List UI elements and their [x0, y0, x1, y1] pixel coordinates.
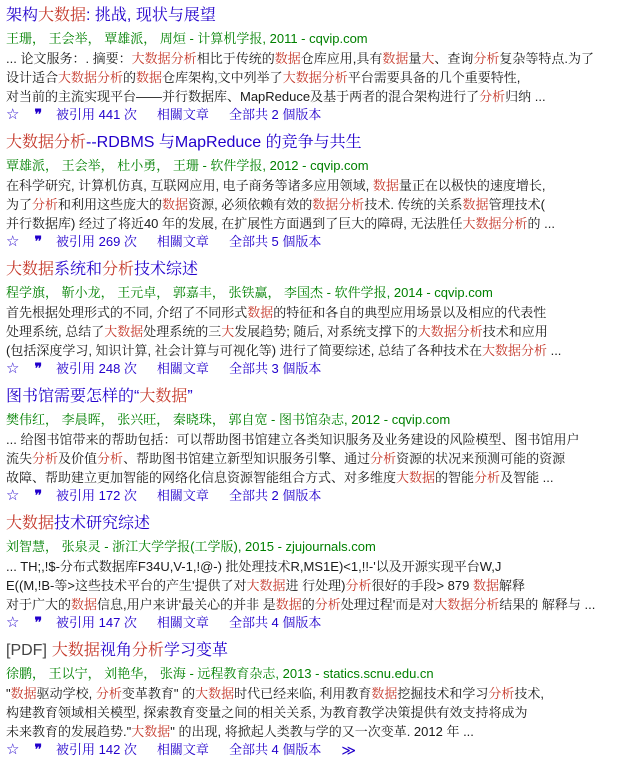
snippet-text: 数据 — [462, 197, 489, 212]
snippet-text: 首先根据处理形式的不同, 介绍了不同形式 — [6, 305, 248, 320]
snippet-text: 变革教育" 的 — [121, 686, 196, 701]
snippet-text: 挖掘技术和学习 — [397, 686, 489, 701]
title-text: 学习变革 — [163, 642, 228, 659]
result-snippet — [6, 430, 629, 487]
snippet-text: 技术和应用 — [482, 324, 548, 339]
result-snippet — [6, 684, 629, 741]
snippet-text: 数据 — [71, 597, 98, 612]
snippet-text: 分析 — [314, 597, 341, 612]
snippet-line — [6, 703, 629, 722]
result-actions — [6, 360, 629, 378]
result-byline: 程学旗， 靳小龙， 王元卓， 郭嘉丰， 张铁赢， 李国杰 - 软件学报, 2014 - cqvip.com — [6, 285, 493, 300]
title-text: 大数据 — [51, 642, 100, 659]
snippet-text: 数据 — [10, 686, 37, 701]
cited-by-link[interactable]: 被引用 142 次 — [56, 742, 137, 757]
result-title-link[interactable] — [6, 515, 150, 532]
snippet-line — [6, 49, 629, 68]
snippet-text: 平台需要具备的几个重要特性, — [347, 70, 521, 85]
snippet-text: 大数据 — [246, 578, 286, 593]
search-result — [6, 6, 629, 124]
title-text: 视角 — [99, 642, 132, 659]
result-actions — [6, 233, 629, 251]
snippet-text: E((M,!B-等>这些技术平台的产生'提供了对 — [6, 578, 247, 593]
result-title — [6, 514, 629, 534]
snippet-text: 分析 — [95, 686, 122, 701]
snippet-text: 数据 — [275, 597, 302, 612]
all-versions-link[interactable]: 全部共 4 個版本 — [228, 742, 322, 757]
snippet-text: 时代已经来临, 利用教育 — [234, 686, 372, 701]
search-result — [6, 387, 629, 505]
title-text: ” — [187, 388, 193, 405]
save-star-icon[interactable]: ☆ — [6, 741, 20, 758]
related-articles-link[interactable]: 相關文章 — [156, 234, 209, 249]
snippet-text: 大数据分析 — [131, 51, 197, 66]
search-result — [6, 260, 629, 378]
snippet-text: 资源的状况来预测可能的资源 — [396, 451, 566, 466]
snippet-text: 归纳 ... — [505, 89, 546, 104]
snippet-line — [6, 303, 629, 322]
snippet-text: 的智能 — [435, 470, 475, 485]
snippet-line — [6, 214, 629, 233]
title-text: 分析 — [131, 642, 164, 659]
snippet-text: 大数据 — [195, 686, 235, 701]
snippet-text: 解释 — [498, 578, 525, 593]
snippet-text: 及智能 ... — [500, 470, 554, 485]
snippet-text: 数据 — [274, 51, 301, 66]
snippet-text: 大数据分析 — [434, 597, 500, 612]
snippet-text: 及价值 — [58, 451, 98, 466]
snippet-text: 量 — [408, 51, 422, 66]
snippet-text: 量正在以极快的速度增长, — [398, 178, 546, 193]
snippet-text: 管理技术( — [488, 197, 545, 212]
snippet-text: 技术, — [514, 686, 545, 701]
title-text: 大数据 — [6, 261, 55, 278]
result-byline: 覃雄派， 王会举， 杜小勇， 王珊 - 软件学报, 2012 - cqvip.com — [6, 158, 369, 173]
result-snippet — [6, 557, 629, 614]
snippet-text: 分析 — [32, 451, 59, 466]
snippet-text: 设计适合 — [6, 70, 59, 85]
snippet-text: 故障、帮助建立更加智能的网络化信息资源智能组合方式、对多维度 — [6, 470, 397, 485]
cite-quote-icon[interactable]: ❞ — [34, 361, 43, 377]
title-text: 技术综述 — [134, 261, 199, 278]
cited-by-link[interactable]: 被引用 248 次 — [56, 361, 137, 376]
snippet-text: (包括深度学习, 知识计算, 社会计算与可视化等) 进行了简要综述, 总结了各种技术在 — [6, 343, 482, 358]
snippet-text: 分析 — [474, 470, 501, 485]
snippet-text: 为了 — [6, 197, 33, 212]
snippet-text: 发展趋势; 随后, 对系统支撑下的 — [234, 324, 418, 339]
snippet-text: 大数据 — [104, 324, 144, 339]
snippet-text: 大数据分析 — [282, 70, 348, 85]
search-result — [6, 133, 629, 251]
title-text: 图书馆需要怎样的“ — [6, 388, 140, 405]
result-title-link[interactable] — [6, 7, 216, 24]
result-byline: 徐鹏， 王以宁， 刘艳华， 张海 - 远程教育杂志, 2013 - statics.scnu.edu.cn — [6, 666, 434, 681]
snippet-text: 分析 — [473, 51, 500, 66]
snippet-text: 信息,用户来讲'最关心的并非 是 — [97, 597, 276, 612]
snippet-text: 的特征和各自的典型应用场景以及相应的代表性 — [273, 305, 547, 320]
snippet-text: 进 行处理) — [285, 578, 346, 593]
snippet-line — [6, 449, 629, 468]
save-star-icon[interactable]: ☆ — [6, 614, 20, 631]
pdf-badge: [PDF] — [6, 642, 47, 659]
all-versions-link[interactable]: 全部共 4 個版本 — [228, 615, 322, 630]
cite-quote-icon[interactable]: ❞ — [34, 742, 43, 758]
snippet-line — [6, 341, 629, 360]
title-text: 大数据 — [139, 388, 188, 405]
snippet-text: 相比于传统的 — [196, 51, 275, 66]
title-text: 大数据 — [6, 515, 55, 532]
snippet-text: ... — [546, 343, 562, 358]
cite-quote-icon[interactable]: ❞ — [34, 234, 43, 250]
snippet-text: 大数据分析 — [58, 70, 124, 85]
snippet-text: 对当前的主流实现平台——并行数据库、MapReduce及基于两者的混合架构进行了 — [6, 89, 480, 104]
cited-by-link[interactable]: 被引用 441 次 — [56, 107, 137, 122]
result-title — [6, 133, 629, 153]
snippet-text: 数据 — [382, 51, 409, 66]
snippet-line — [6, 176, 629, 195]
snippet-text: 和利用这些庞大的 — [58, 197, 163, 212]
snippet-text: 在科学研究, 计算机仿真, 互联网应用, 电子商务等诸多应用领域, — [6, 178, 373, 193]
related-articles-link[interactable]: 相關文章 — [156, 361, 209, 376]
result-byline: 樊伟红， 李晨晖， 张兴旺， 秦晓珠， 郭自宽 - 图书馆杂志, 2012 - cqvip.com — [6, 412, 451, 427]
snippet-text: 数据 — [371, 686, 398, 701]
snippet-text: 数据分析 — [312, 197, 365, 212]
related-articles-link[interactable]: 相關文章 — [156, 488, 209, 503]
snippet-text: 分析 — [370, 451, 397, 466]
snippet-text: 分析 — [97, 451, 124, 466]
result-snippet — [6, 49, 629, 106]
title-text: 技术研究综述 — [54, 515, 151, 532]
snippet-text: 分析 — [345, 578, 372, 593]
title-text: 架构 — [6, 7, 39, 24]
snippet-text: 数据 — [162, 197, 189, 212]
save-star-icon[interactable]: ☆ — [6, 487, 20, 504]
snippet-text: 数据 — [136, 70, 163, 85]
result-title — [6, 387, 629, 407]
snippet-text: 对于广大的 — [6, 597, 72, 612]
snippet-text: 很好的手段> 879 — [371, 578, 473, 593]
title-text: : 挑战, 现状与展望 — [86, 7, 216, 24]
related-articles-link[interactable]: 相關文章 — [156, 107, 209, 122]
result-title — [6, 260, 629, 280]
snippet-text: 构建教育领域相关模型, 探索教育变量之间的相关关系, 为教育教学决策提供有效支持将成为 — [6, 705, 528, 720]
snippet-text: 大数据 — [396, 470, 436, 485]
snippet-line — [6, 195, 629, 214]
search-result — [6, 641, 629, 759]
snippet-text: 大 — [221, 324, 235, 339]
snippet-text: 大数据分析 — [462, 216, 528, 231]
cite-quote-icon[interactable]: ❞ — [34, 615, 43, 631]
result-byline: 刘智慧， 张泉灵 - 浙江大学学报(工学版), 2015 - zjujournals.com — [6, 539, 376, 554]
snippet-text: 处理系统, 总结了 — [6, 324, 105, 339]
cited-by-link[interactable]: 被引用 147 次 — [56, 615, 137, 630]
result-title-link[interactable] — [6, 642, 228, 659]
result-snippet — [6, 303, 629, 360]
title-text: 系统和 — [54, 261, 103, 278]
all-versions-link[interactable]: 全部共 2 個版本 — [228, 488, 322, 503]
all-versions-link[interactable]: 全部共 5 個版本 — [228, 234, 322, 249]
snippet-text: ... 论文服务：. 摘要： — [6, 51, 132, 66]
result-title-link[interactable] — [6, 261, 198, 278]
title-text: 分析 — [102, 261, 135, 278]
title-text: 大数据 — [38, 7, 87, 24]
snippet-text: 大数据 — [131, 724, 171, 739]
snippet-text: 数据 — [247, 305, 274, 320]
result-title — [6, 6, 629, 26]
snippet-text: 、查询 — [434, 51, 474, 66]
search-result — [6, 514, 629, 632]
snippet-text: 大数据分析 — [481, 343, 547, 358]
result-actions — [6, 741, 629, 759]
snippet-text: 的 ... — [527, 216, 555, 231]
snippet-text: 技术. 传统的关系 — [364, 197, 463, 212]
snippet-text: 数据 — [472, 578, 499, 593]
snippet-text: " 的出现, 将掀起人类教与学的又一次变革. 2012 年 ... — [170, 724, 474, 739]
cited-by-link[interactable]: 被引用 269 次 — [56, 234, 137, 249]
save-star-icon[interactable]: ☆ — [6, 233, 20, 250]
snippet-text: 、帮助图书馆建立新型知识服务引擎、通过 — [123, 451, 371, 466]
snippet-text: 的 — [123, 70, 137, 85]
snippet-line — [6, 557, 629, 576]
snippet-line — [6, 430, 629, 449]
snippet-text: 仓库应用,具有 — [300, 51, 383, 66]
snippet-text: 大数据分析 — [417, 324, 483, 339]
result-actions — [6, 614, 629, 632]
result-actions — [6, 487, 629, 505]
snippet-line — [6, 68, 629, 87]
result-title-link[interactable] — [6, 134, 362, 151]
title-text: 大数据分析 — [6, 134, 87, 151]
more-chevron-icon[interactable]: ≫ — [341, 742, 357, 758]
snippet-text: 复杂等特点.为了 — [499, 51, 595, 66]
cite-quote-icon[interactable]: ❞ — [34, 107, 43, 123]
snippet-text: 大 — [421, 51, 435, 66]
snippet-text: ... TH;,!$-分布式数据库F34U,V-1,!@-) 批处理技术R,MS1E)<1,!!-'以及开源实现平台W,J — [6, 559, 502, 574]
cite-quote-icon[interactable]: ❞ — [34, 488, 43, 504]
snippet-text: 处理过程'而是对 — [340, 597, 435, 612]
snippet-text: ... 给图书馆带来的帮助包括：可以帮助图书馆建立各类知识服务及业务建设的风险模型、图书馆用户 — [6, 432, 580, 447]
snippet-line — [6, 722, 629, 741]
snippet-line — [6, 576, 629, 595]
snippet-text: 分析 — [488, 686, 515, 701]
snippet-text: 并行数据库) 经过了将近40 年的发展, 在扩展性方面遇到了巨大的障碍, 无法胜任 — [6, 216, 463, 231]
related-articles-link[interactable]: 相關文章 — [156, 742, 209, 757]
result-actions — [6, 106, 629, 124]
snippet-text: 仓库架构,文中列举了 — [162, 70, 283, 85]
snippet-line — [6, 468, 629, 487]
results-list — [6, 6, 629, 759]
snippet-text: 未来教育的发展趋势." — [6, 724, 132, 739]
snippet-line — [6, 322, 629, 341]
snippet-line — [6, 595, 629, 614]
snippet-text: 分析 — [32, 197, 59, 212]
snippet-text: 结果的 解释与 ... — [499, 597, 596, 612]
snippet-text: 驱动学校, — [36, 686, 96, 701]
related-articles-link[interactable]: 相關文章 — [156, 615, 209, 630]
cited-by-link[interactable]: 被引用 172 次 — [56, 488, 137, 503]
result-byline: 王珊， 王会举， 覃雄派， 周烜 - 计算机学报, 2011 - cqvip.com — [6, 31, 368, 46]
all-versions-link[interactable]: 全部共 2 個版本 — [228, 107, 322, 122]
snippet-line — [6, 87, 629, 106]
result-snippet — [6, 176, 629, 233]
snippet-text: 的 — [301, 597, 315, 612]
snippet-text: 分析 — [479, 89, 506, 104]
snippet-text: 流失 — [6, 451, 33, 466]
snippet-text: 资源, 必须依赖有效的 — [188, 197, 313, 212]
snippet-text: " — [6, 686, 11, 701]
save-star-icon[interactable]: ☆ — [6, 106, 20, 123]
snippet-text: 数据 — [372, 178, 399, 193]
title-text: --RDBMS 与MapReduce 的竞争与共生 — [86, 134, 362, 151]
all-versions-link[interactable]: 全部共 3 個版本 — [228, 361, 322, 376]
snippet-text: 处理系统的三 — [143, 324, 222, 339]
save-star-icon[interactable]: ☆ — [6, 360, 20, 377]
result-title-link[interactable] — [6, 388, 193, 405]
result-title — [6, 641, 629, 661]
snippet-line — [6, 684, 629, 703]
